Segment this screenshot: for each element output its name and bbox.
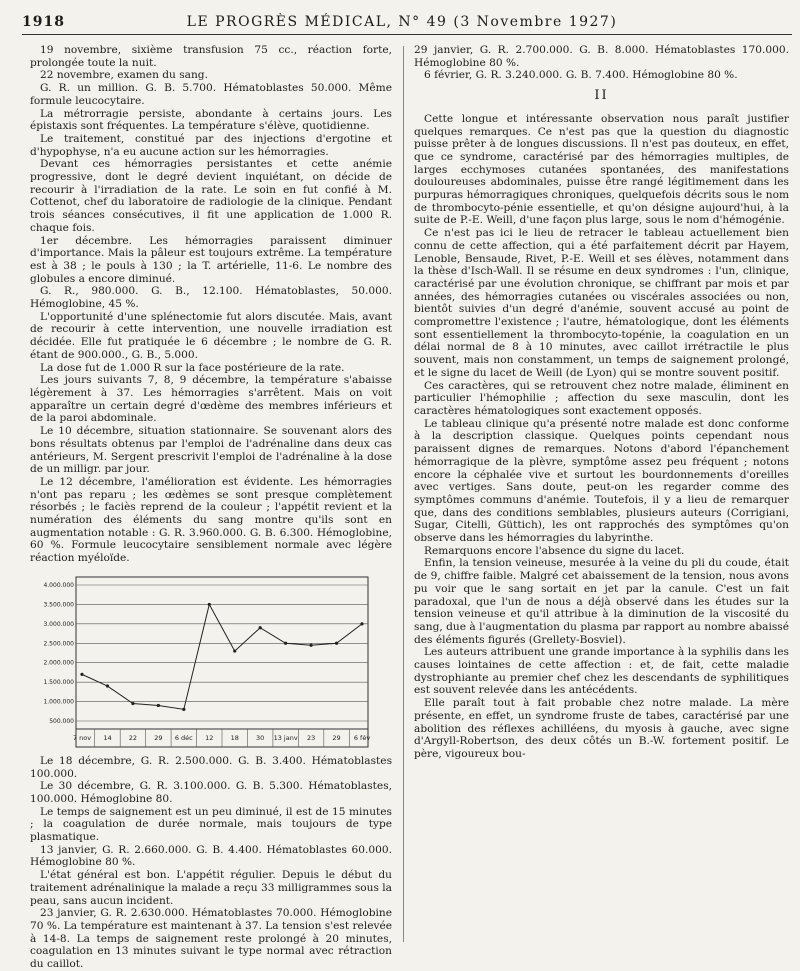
- chart-x-tick-label: 6 déc: [174, 733, 193, 742]
- header-rule: [22, 34, 792, 35]
- chart-data-point: [80, 673, 83, 676]
- chart-data-point: [335, 642, 338, 645]
- paragraph: 23 janvier, G. R. 2.630.000. Hématoblastes 70.000. Hémoglobine 70 %. La température est maintenant à 37. La tension s'est relevée à 14-8. La temps de saignement reste prolongé à 20 minutes, coagulation en 13 minutes suivant le type normal avec rétraction du caillot.: [30, 907, 392, 971]
- page-number: 1918: [22, 14, 65, 30]
- chart-y-tick-label: 500.000: [49, 717, 74, 725]
- paragraph: Le 12 décembre, l'amélioration est évidente. Les hémorragies n'ont pas reparu ; les œdèmes se sont presque complètement résorbés ; le faciès reprend de la couleur ; l'appétit revient et la numération des éléments du sang montre qu'ils sont en augmentation notable : G. R. 3.960.000. G. B. 6.300. Hémoglobine, 60 %. Formule leucocytaire sensiblement normale avec légère réaction myéloïde.: [30, 475, 392, 565]
- paragraph: 6 février, G. R. 3.240.000. G. B. 7.400. Hémoglobine 80 %.: [424, 69, 738, 82]
- paragraph: 22 novembre, examen du sang.: [40, 69, 208, 82]
- paragraph: Ce n'est pas ici le lieu de retracer le tableau actuellement bien connu de cette affection, qui a été parfaitement décrit par Hayem, Lenoble, Bensaude, Rivet, P.-E. Weill et ses élèves, notamment dans la thèse d'Isch-Wall. Il se résume en deux syndromes : l'un, clinique, caractérisé par une évolution chronique, se chiffrant par mois et par années, des hémorragies cutanées ou viscérales associées ou non, bientôt suivies d'un degré d'anémie, souvent accusé au point de compromettre l'existence ; l'autre, hématologique, dont les éléments sont essentiellement la thrombocyto-topénie, la coagulation en un délai normal de 8 à 10 minutes, avec caillot irrétractile le plus souvent, mais non constamment, un temps de saignement prolongé, et le signe du lacet de Weill (de Lyon) qui se montre souvent positif.: [414, 227, 789, 379]
- chart-x-tick-label: 29: [332, 733, 341, 742]
- chart-x-tick-label: 7 nov: [72, 733, 92, 742]
- chart-x-tick-label: 30: [256, 733, 265, 742]
- chart-y-tick-label: 3.000.000: [43, 620, 74, 628]
- chart-x-tick-label: 6 fév: [353, 733, 371, 742]
- paragraph: L'opportunité d'une splénectomie fut alors discutée. Mais, avant de recourir à cette intervention, une nouvelle irradiation est décidée. Elle fut pratiquée le 6 décembre ; le nombre de G. R. étant de 900.000., G. B., 5.000.: [30, 310, 392, 361]
- paragraph: Devant ces hémorragies persistantes et cette anémie progressive, dont le degré devient inquiétant, on décide de recourir à l'irradiation de la rate. Le soin en fut confié à M. Cottenot, chef du laboratoire de radiologie de la clinique. Pendant trois séances consécutives, il fit une application de 1.000 R. chaque fois.: [30, 158, 392, 234]
- chart-data-point: [131, 702, 134, 705]
- paragraph: La dose fut de 1.000 R sur la face postérieure de la rate.: [40, 361, 345, 374]
- paragraph: Elle paraît tout à fait probable chez notre malade. La mère présente, en effet, un syndrome fruste de tabes, caractérisé par une abolition des réflexes achilléens, du myosis à gauche, avec signe d'Argyll-Robertson, des deux côtés un B.-W. fortement positif. Le père, vigoureux bou-: [414, 697, 789, 760]
- chart-x-tick-label: 18: [230, 733, 239, 742]
- chart-data-point: [284, 642, 287, 645]
- paragraph: L'état général est bon. L'appétit régulier. Depuis le début du traitement adrénalinique la malade a reçu 33 milligrammes sous la peau, sans aucun incident.: [30, 869, 392, 907]
- paragraph: G. R., 980.000. G. B., 12.100. Hématoblastes, 50.000. Hémoglobine, 45 %.: [30, 285, 392, 311]
- running-title: LE PROGRÈS MÉDICAL, N° 49 (3 Novembre 1927): [186, 14, 618, 30]
- paragraph: 1er décembre. Les hémorragies paraissent diminuer d'importance. Mais la pâleur est toujours extrême. La température est à 38 ; le pouls à 130 ; la T. artérielle, 11-6. Le nombre des globules a encore diminué.: [30, 234, 392, 285]
- chart-x-tick-label: 23: [306, 733, 316, 742]
- chart-frame: [76, 577, 371, 747]
- paragraph: Enfin, la tension veineuse, mesurée à la veine du pli du coude, était de 9, chiffre faible. Malgré cet abaissement de la tension, nous avons pu voir que le sang sortait en jet par la canule. C'est un fait paradoxal, que l'un de nous a déjà observé dans les études sur la tension veineuse et qu'il attribue à la diminution de la viscosité du sang, due à l'augmentation du plasma par rapport au nombre abaissé des éléments figurés (Grellety-Bosviel).: [414, 557, 789, 646]
- paragraph: Le 18 décembre, G. R. 2.500.000. G. B. 3.400. Hématoblastes 100.000.: [30, 754, 392, 780]
- chart-x-tick-label: 22: [128, 733, 138, 742]
- paragraph: Ces caractères, qui se retrouvent chez notre malade, éliminent en particulier l'hémophilie ; affection du sexe masculin, dont les caractères hématologiques sont exactement opposés.: [414, 379, 789, 417]
- chart-data-point: [309, 643, 312, 646]
- paragraph: G. R. un million. G. B. 5.700. Hématoblastes 50.000. Même formule leucocytaire.: [30, 82, 392, 107]
- paragraph: Remarquons encore l'absence du signe du lacet.: [424, 544, 685, 557]
- chart-data-point: [208, 603, 211, 606]
- chart-series-line: [82, 604, 362, 709]
- paragraph: Le tableau clinique qu'a présenté notre malade est donc conforme à la description classique. Quelques points cependant nous paraissent dignes de remarques. Notons d'abord l'épanchement hémorragique de la plèvre, symptôme assez peu fréquent ; notons encore la céphalée vive et surtout les bourdonnements d'oreilles avec vertiges. Sans doute, peut-on les regarder comme des symptômes communs d'anémie. Toutefois, il y a lieu de remarquer que, dans des conditions semblables, plusieurs auteurs (Corrigiani, Sugar, Citelli, Güttich), les ont rapprochés des symptômes qu'on observe dans les hémorragies du labyrinthe.: [414, 417, 789, 545]
- paragraph: 13 janvier, G. R. 2.660.000. G. B. 4.400. Hématoblastes 60.000. Hémoglobine 80 %.: [30, 843, 392, 869]
- chart-y-tick-label: 1.000.000: [43, 698, 74, 706]
- paragraph: La métrorragie persiste, abondante à certains jours. Les épistaxis sont fréquentes. La température s'élève, quotidienne.: [30, 107, 392, 133]
- left-column: [30, 44, 392, 971]
- paragraph: 29 janvier, G. R. 2.700.000. G. B. 8.000. Hématoblastes 170.000. Hémoglobine 80 %.: [414, 44, 789, 69]
- chart-data-point: [182, 708, 185, 711]
- chart-y-tick-label: 2.500.000: [43, 640, 74, 648]
- chart-data-point: [259, 626, 262, 629]
- chart-x-tick-label: 12: [205, 733, 214, 742]
- paragraph: Le 30 décembre, G. R. 3.100.000. G. B. 5.300. Hématoblastes, 100.000. Hémoglobine 80.: [30, 780, 392, 805]
- section-heading: II: [594, 88, 609, 104]
- paragraph: Cette longue et intéressante observation nous paraît justifier quelques remarques. Ce n'est pas que la question du diagnostic puisse prêter à de longues discussions. Il n'est pas douteux, en effet, que ce syndrome, caractérisé par des hémorragies multiples, de larges ecchymoses cutanées spontanées, des manifestations douloureuses abdominales, puisse être rangé légitimement dans les purpuras hémorragiques chroniques, quelquefois décrits sous le nom de thrombocyto-pénie essentielle, et qu'on désigne aujourd'hui, à la suite de P.-E. Weill, d'une façon plus large, sous le nom d'hémogénie.: [414, 112, 789, 227]
- right-column: [414, 44, 789, 761]
- paragraph: Le traitement, constitué par des injections d'ergotine et d'hypophyse, n'a eu aucune action sur les hémorragies.: [30, 132, 392, 158]
- paragraph: Le temps de saignement est un peu diminué, il est de 15 minutes ; la coagulation de durée normale, mais toujours de type plasmatique.: [30, 805, 392, 844]
- chart-data-point: [106, 684, 109, 687]
- chart-x-tick-label: 29: [154, 733, 163, 742]
- column-separator: [403, 46, 404, 942]
- chart-y-tick-label: 4.000.000: [43, 581, 74, 589]
- paragraph: Les auteurs attribuent une grande importance à la syphilis dans les causes lointaines de cette affection : et, de fait, cette maladie dystrophiante au premier chef chez les descendants de syphilitiques est souvent relevée dans les antécédents.: [414, 646, 789, 697]
- chart-data-point: [360, 622, 363, 625]
- chart-data-point: [233, 649, 236, 652]
- paragraph: 19 novembre, sixième transfusion 75 cc., réaction forte, prolongée toute la nuit.: [30, 44, 392, 69]
- chart-x-tick-label: 14: [103, 733, 112, 742]
- chart-y-tick-label: 3.500.000: [43, 601, 74, 609]
- paragraph: Les jours suivants 7, 8, 9 décembre, la température s'abaisse légèrement à 37. Les hémorragies s'arrêtent. Mais on voit apparaître un certain degré d'œdème des membres inférieurs et de la paroi abdominale.: [30, 374, 392, 425]
- chart-y-tick-label: 1.500.000: [43, 678, 74, 686]
- chart-data-point: [157, 704, 160, 707]
- paragraph: Le 10 décembre, situation stationnaire. Se souvenant alors des bons résultats obtenus par l'emploi de l'adrénaline dans deux cas antérieurs, M. Sergent prescrivit l'emploi de l'adrénaline à la dose de un milligr. par jour.: [30, 425, 392, 476]
- chart-y-tick-label: 2.000.000: [43, 659, 74, 667]
- chart-x-tick-label: 13 janv: [273, 733, 298, 742]
- blood-count-chart: [44, 569, 374, 749]
- page-header: [22, 10, 782, 34]
